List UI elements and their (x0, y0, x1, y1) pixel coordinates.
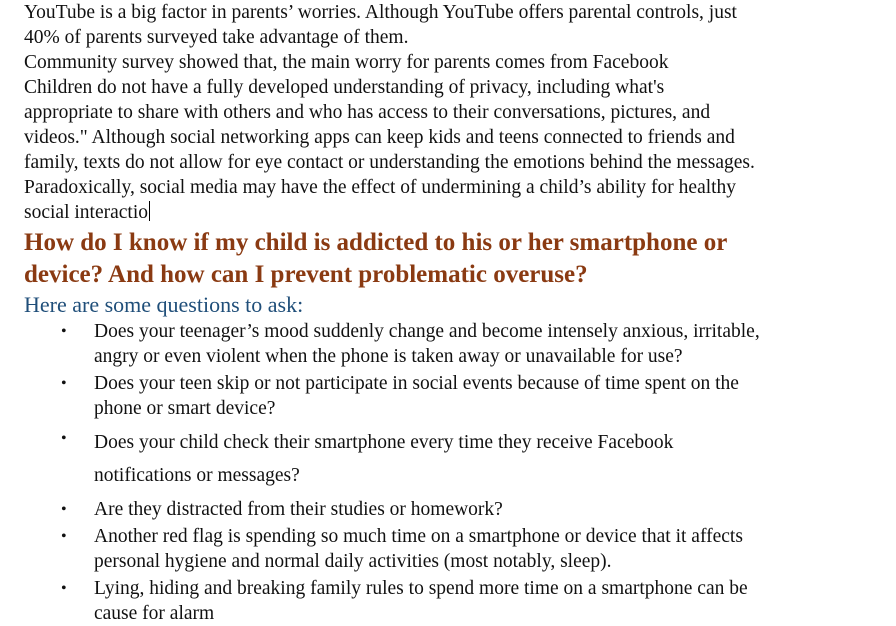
bullet-icon: • (61, 375, 67, 392)
heading-line: How do I know if my child is addicted to his or her smartphone or (24, 229, 728, 256)
list-item-line: Lying, hiding and breaking family rules to spend more time on a smartphone can be (94, 578, 748, 599)
list-item-line: personal hygiene and normal daily activities (most notably, sleep). (94, 551, 612, 572)
list-item-line: Does your teenager’s mood suddenly change and become intensely anxious, irritable, (94, 321, 760, 342)
intro-line: Paradoxically, social media may have the effect of undermining a child’s ability for healthy (24, 177, 737, 198)
heading-line: device? And how can I prevent problematic overuse? (24, 261, 588, 288)
document-page[interactable] (24, 0, 884, 626)
list-item[interactable] (24, 576, 884, 626)
intro-line: family, texts do not allow for eye contact or understanding the emotions behind the messages. (24, 152, 755, 173)
intro-line: Community survey showed that, the main worry for parents comes from Facebook (24, 52, 669, 73)
intro-line-last (24, 200, 884, 225)
section-heading (24, 227, 884, 291)
list-item[interactable] (24, 371, 884, 421)
list-item-line: Are they distracted from their studies or homework? (94, 499, 503, 520)
list-item[interactable] (24, 524, 884, 574)
intro-line: appropriate to share with others and who has access to their conversations, pictures, and (24, 102, 711, 123)
questions-list (24, 319, 884, 626)
bullet-icon: • (61, 501, 67, 518)
list-item[interactable] (24, 497, 884, 522)
intro-line: 40% of parents surveyed take advantage of them. (24, 27, 409, 48)
bullet-icon: • (61, 430, 67, 447)
list-item-line: Does your teen skip or not participate in social events because of time spent on the (94, 373, 739, 394)
bullet-icon: • (61, 323, 67, 340)
list-item[interactable] (24, 426, 884, 492)
intro-line-text: social interactio (24, 202, 148, 223)
intro-line: Children do not have a fully developed understanding of privacy, including what's (24, 77, 665, 98)
text-cursor (149, 201, 150, 221)
questions-subheading: Here are some questions to ask: (24, 292, 304, 317)
intro-line: videos." Although social networking apps can keep kids and teens connected to friends and (24, 127, 735, 148)
list-item[interactable] (24, 319, 884, 369)
list-item-line: phone or smart device? (94, 398, 276, 419)
list-item-line: Does your child check their smartphone every time they receive Facebook (94, 432, 674, 453)
list-item-line: angry or even violent when the phone is taken away or unavailable for use? (94, 346, 683, 367)
list-item-line: cause for alarm (94, 603, 215, 624)
list-item-line: Another red flag is spending so much time on a smartphone or device that it affects (94, 526, 743, 547)
intro-paragraph[interactable] (24, 0, 884, 225)
bullet-icon: • (61, 580, 67, 597)
intro-line: YouTube is a big factor in parents’ worries. Although YouTube offers parental controls, just (24, 2, 737, 23)
bullet-icon: • (61, 528, 67, 545)
list-item-line: notifications or messages? (94, 465, 300, 486)
